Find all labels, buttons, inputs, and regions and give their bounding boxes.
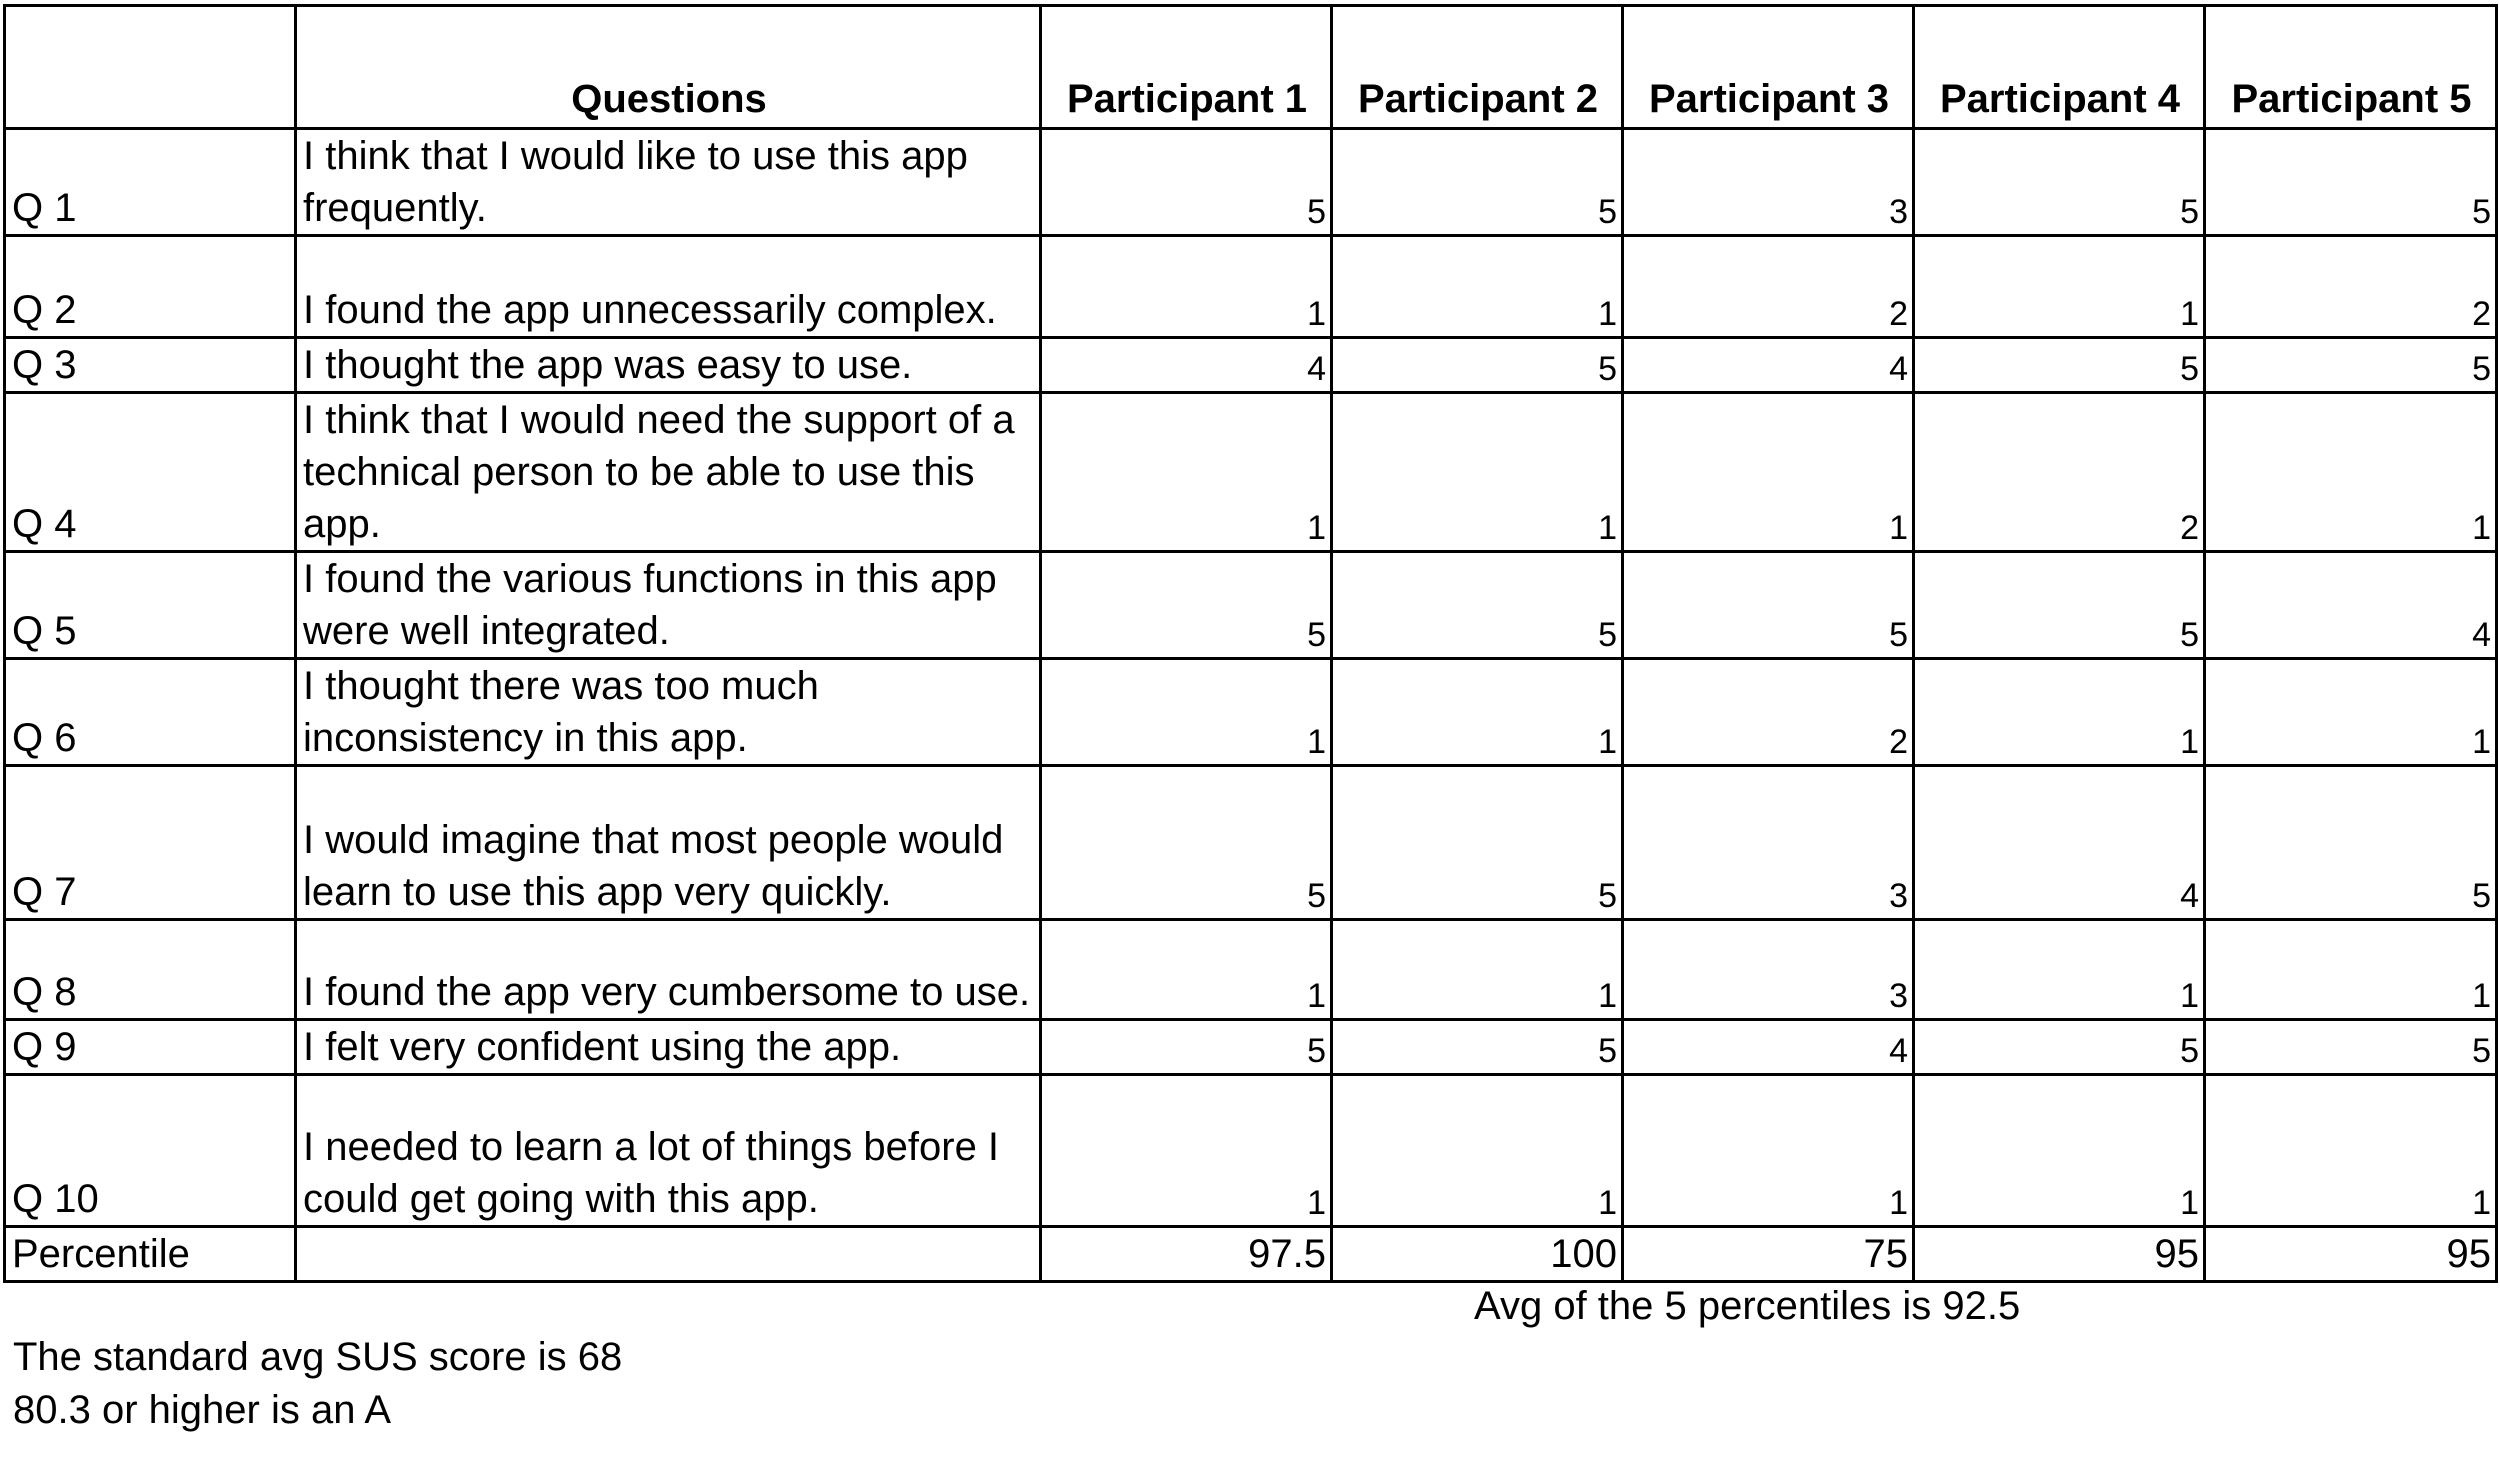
score-cell: 1 <box>1332 236 1623 338</box>
score-cell: 1 <box>1041 920 1332 1020</box>
table-row <box>5 236 2497 338</box>
score-cell: 1 <box>1623 1075 1914 1227</box>
sus-score-table <box>3 4 2498 1283</box>
score-cell: 5 <box>1914 552 2205 659</box>
header-cell-participant-1: Participant 1 <box>1041 6 1332 129</box>
score-cell: 3 <box>1623 129 1914 236</box>
score-cell: 1 <box>1914 920 2205 1020</box>
score-cell: 2 <box>2205 236 2497 338</box>
header-cell-participant-5: Participant 5 <box>2205 6 2497 129</box>
header-cell-participant-3: Participant 3 <box>1623 6 1914 129</box>
score-cell: 5 <box>1041 1020 1332 1075</box>
question-id: Q 9 <box>5 1020 296 1075</box>
score-cell: 5 <box>1332 1020 1623 1075</box>
question-text: I needed to learn a lot of things before I could get going with this app. <box>296 1075 1041 1227</box>
score-cell: 1 <box>1332 920 1623 1020</box>
question-text: I would imagine that most people would learn to use this app very quickly. <box>296 766 1041 920</box>
score-cell: 3 <box>1623 920 1914 1020</box>
table-row <box>5 129 2497 236</box>
header-cell-questions: Questions <box>296 6 1041 129</box>
score-cell: 5 <box>1914 129 2205 236</box>
score-cell: 1 <box>1041 236 1332 338</box>
table-row <box>5 766 2497 920</box>
score-cell: 5 <box>1332 766 1623 920</box>
table-row <box>5 552 2497 659</box>
score-cell: 1 <box>1914 1075 2205 1227</box>
score-cell: 1 <box>1332 659 1623 766</box>
score-cell: 5 <box>1914 1020 2205 1075</box>
score-cell: 1 <box>1332 1075 1623 1227</box>
score-cell: 2 <box>1623 236 1914 338</box>
score-cell: 1 <box>2205 920 2497 1020</box>
score-cell: 1 <box>2205 393 2497 552</box>
score-cell: 5 <box>1623 552 1914 659</box>
question-text: I found the various functions in this app were well integrated. <box>296 552 1041 659</box>
question-id: Q 5 <box>5 552 296 659</box>
score-cell: 4 <box>1623 1020 1914 1075</box>
score-cell: 3 <box>1623 766 1914 920</box>
percentile-value: 100 <box>1332 1227 1623 1282</box>
question-id: Q 10 <box>5 1075 296 1227</box>
question-id: Q 6 <box>5 659 296 766</box>
score-cell: 4 <box>1914 766 2205 920</box>
score-cell: 4 <box>1041 338 1332 393</box>
question-text: I felt very confident using the app. <box>296 1020 1041 1075</box>
table-header-row <box>5 6 2497 129</box>
score-cell: 2 <box>1623 659 1914 766</box>
score-cell: 5 <box>1041 766 1332 920</box>
percentile-label: Percentile <box>5 1227 296 1282</box>
table-row <box>5 920 2497 1020</box>
score-cell: 5 <box>1914 338 2205 393</box>
score-cell: 4 <box>1623 338 1914 393</box>
score-cell: 1 <box>1041 659 1332 766</box>
score-cell: 2 <box>1914 393 2205 552</box>
question-id: Q 4 <box>5 393 296 552</box>
question-text: I think that I would need the support of a technical person to be able to use this app. <box>296 393 1041 552</box>
score-cell: 1 <box>1623 393 1914 552</box>
score-cell: 5 <box>2205 129 2497 236</box>
percentile-blank-cell <box>296 1227 1041 1282</box>
score-cell: 1 <box>1041 393 1332 552</box>
score-cell: 5 <box>1041 552 1332 659</box>
question-text: I think that I would like to use this app frequently. <box>296 129 1041 236</box>
percentile-value: 95 <box>2205 1227 2497 1282</box>
grade-threshold-note: 80.3 or higher is an A <box>13 1388 392 1432</box>
score-cell: 5 <box>2205 766 2497 920</box>
score-cell: 5 <box>2205 338 2497 393</box>
score-cell: 1 <box>1914 236 2205 338</box>
question-text: I thought the app was easy to use. <box>296 338 1041 393</box>
score-cell: 1 <box>2205 1075 2497 1227</box>
score-cell: 1 <box>1332 393 1623 552</box>
score-cell: 4 <box>2205 552 2497 659</box>
score-cell: 5 <box>2205 1020 2497 1075</box>
table-row <box>5 659 2497 766</box>
percentile-value: 97.5 <box>1041 1227 1332 1282</box>
question-id: Q 1 <box>5 129 296 236</box>
question-id: Q 7 <box>5 766 296 920</box>
question-id: Q 2 <box>5 236 296 338</box>
score-cell: 5 <box>1041 129 1332 236</box>
percentile-row <box>5 1227 2497 1282</box>
score-cell: 1 <box>2205 659 2497 766</box>
question-text: I thought there was too much inconsistency in this app. <box>296 659 1041 766</box>
score-cell: 5 <box>1332 129 1623 236</box>
score-cell: 1 <box>1914 659 2205 766</box>
header-cell-blank <box>5 6 296 129</box>
question-id: Q 8 <box>5 920 296 1020</box>
header-cell-participant-4: Participant 4 <box>1914 6 2205 129</box>
table-row <box>5 338 2497 393</box>
question-text: I found the app very cumbersome to use. <box>296 920 1041 1020</box>
standard-avg-note: The standard avg SUS score is 68 <box>13 1335 623 1379</box>
percentile-value: 75 <box>1623 1227 1914 1282</box>
table-row <box>5 1020 2497 1075</box>
avg-percentiles-note: Avg of the 5 percentiles is 92.5 <box>1474 1284 2021 1328</box>
score-cell: 1 <box>1041 1075 1332 1227</box>
table-row <box>5 1075 2497 1227</box>
score-cell: 5 <box>1332 552 1623 659</box>
score-cell: 5 <box>1332 338 1623 393</box>
header-cell-participant-2: Participant 2 <box>1332 6 1623 129</box>
table-row <box>5 393 2497 552</box>
question-text: I found the app unnecessarily complex. <box>296 236 1041 338</box>
question-id: Q 3 <box>5 338 296 393</box>
percentile-value: 95 <box>1914 1227 2205 1282</box>
